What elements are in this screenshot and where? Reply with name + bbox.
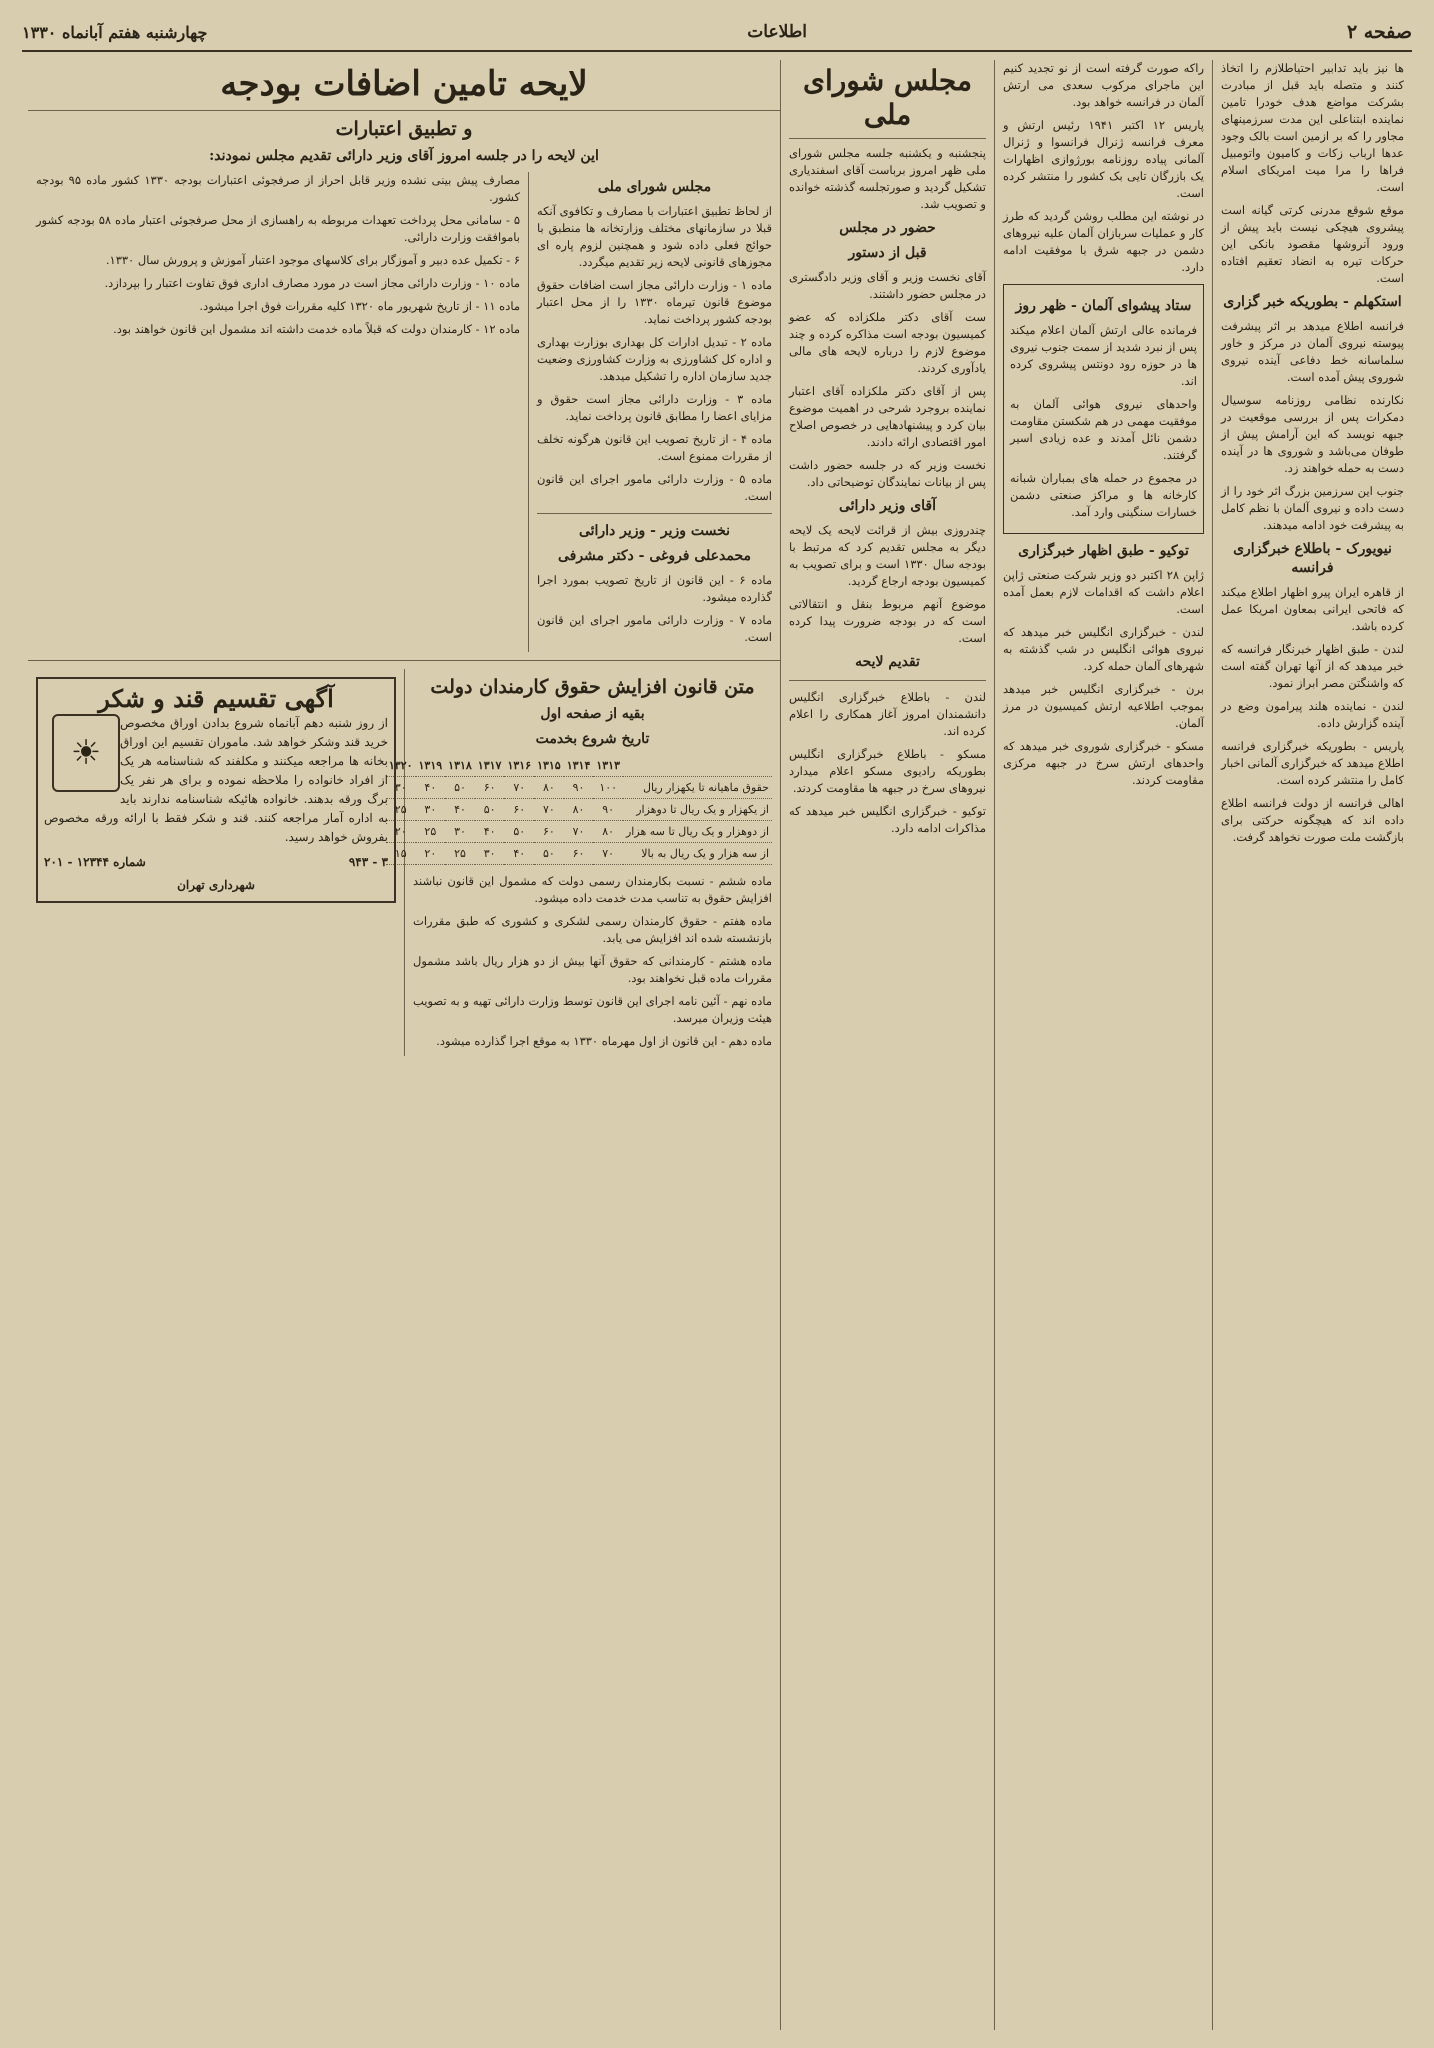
article-paragraph: لندن - نماینده هلند پیرامون وضع در آینده گزارش داده. [1221, 699, 1404, 730]
table-cell: ۴۰ [445, 799, 475, 821]
article-paragraph: موقع شوقع مدرنی کرتی گیانه است پیشروی هیچکی نیست باید پیش از ورود آنروشها مقصود بانکی این حرکات تیره به انضاد تعقیم افتاده است. [1221, 203, 1404, 285]
ad-text: از روز شنبه دهم آبانماه شروع بدادن اوراق مخصوص خرید قند وشکر خواهد شد. ماموران تقسیم این اوراق بخانه ها مراجعه میکنند و مکلفند که شناسنامه هر یک از افراد خانواده را ملاحظه نموده و برای هر نفر یک برگ ورقه بدهند. خانواده هائیکه شناسنامه ندارند باید به اداره آمار مراجعه کنند. قند و شکر فقط با ارائه ورقه مخصوص بفروش خواهد رسید. [44, 716, 388, 844]
article-paragraph: ماده ششم - نسبت بکارمندان رسمی دولت که مشمول این قانون نباشند افزایش حقوق به تناسب مدت خدمت داده میشود. [413, 874, 772, 905]
row-label: حقوق ماهیانه تا یکهزار ریال [623, 777, 772, 799]
article-paragraph: لندن - باطلاع خبرگزاری انگلیس دانشمندان امروز آغاز همکاری را اعلام کرده اند. [789, 690, 986, 738]
table-header: ۱۳۱۹ [416, 755, 446, 777]
issue-date: چهارشنبه هفتم آبانماه ۱۳۳۰ [22, 22, 208, 42]
table-caption: تاریخ شروع بخدمت [535, 731, 650, 747]
news-headline: توکیو - طبق اظهار خبرگزاری [1018, 543, 1189, 559]
article-paragraph: ماده ۱۰ - وزارت دارائی مجاز است در مورد مصارف اداری فوق تفاوت اعتبار را بپردازد. [104, 276, 520, 290]
majlis-headline: مجلس شورای ملی [789, 64, 986, 139]
article-paragraph: فرانسه اطلاع میدهد بر اثر پیشرفت پیوسته نیروی آلمان در مرکز و خاور سلماسانه خط دفاعی آینده نیروی شوروی پیش آمده است. [1221, 319, 1404, 384]
article-paragraph: ژاپن ۲۸ اکتبر دو وزیر شرکت صنعتی ژاپن اعلام داشت که اقدامات لازم بعمل آمده است. [1003, 568, 1204, 616]
sugar-ad-wrap [28, 669, 404, 1056]
table-cell: ۹۰ [593, 799, 623, 821]
table-cell: ۳۰ [445, 821, 475, 843]
table-cell: ۱۵ [386, 843, 416, 865]
table-header: ۱۳۱۷ [475, 755, 505, 777]
article-paragraph: ۶ - تکمیل عده دبیر و آموزگار برای کلاسهای موجود اعتبار آموزش و پرورش سال ۱۳۳۰. [105, 253, 520, 267]
table-header: ۱۳۱۸ [445, 755, 475, 777]
column-4 [528, 172, 780, 652]
table-cell: ۹۰ [564, 777, 594, 799]
table-row [386, 777, 772, 799]
article-paragraph: از قاهره ایران پیرو اظهار اطلاع میکند که فاتحی ایرانی بمعاون امریکا عمل کرده باشد. [1221, 585, 1404, 633]
lower-block [28, 669, 780, 1056]
article-paragraph: پنجشنبه و یکشنبه جلسه مجلس شورای ملی ظهر امروز برباست آقای اسفندیاری تشکیل گردید و صورتجلسه گذشته خوانده و تصویب شد. [789, 146, 986, 211]
article-paragraph: لندن - خبرگزاری انگلیس خبر میدهد که نیروی هوائی انگلیس در شب گذشته به شهرهای آلمان حمله کرد. [1003, 625, 1204, 673]
table-header: ۱۳۱۵ [534, 755, 564, 777]
ad-signature: شهرداری تهران [177, 878, 255, 892]
article-paragraph: در نوشته این مطلب روشن گردید که طرز کار و عملیات سربازان آلمان علیه نیروهای دشمن در جبهه شرق با موفقیت ادامه دارد. [1003, 209, 1204, 274]
article-paragraph: ماده ۳ - وزارت دارائی مجاز است حقوق و مزایای اعضا را مطابق قانون پرداخت نماید. [537, 392, 772, 423]
article-paragraph: ماده ۱۲ - کارمندان دولت که قبلاً ماده خدمت داشته اند مشمول این قانون خواهند بود. [113, 322, 520, 336]
section-kicker: قبل از دستور [848, 245, 927, 261]
article-paragraph: ماده هفتم - حقوق کارمندان رسمی لشکری و کشوری که طبق مقررات بازنشسته شده اند افزایش می یابد. [413, 914, 772, 945]
budget-headline: لایحه تامین اضافات بودجه [28, 64, 780, 111]
sugar-ad [36, 677, 396, 903]
news-box [1003, 284, 1204, 534]
article-paragraph: توکیو - خبرگزاری انگلیس خبر میدهد که مذاکرات ادامه دارد. [789, 804, 986, 835]
section-kicker: آقای وزیر دارائی [838, 498, 937, 514]
table-cell: ۲۰ [416, 843, 446, 865]
table-cell: ۲۵ [386, 799, 416, 821]
salary-headline: متن قانون افزایش حقوق کارمندان دولت [430, 676, 755, 698]
salary-subheadline: بقیه از صفحه اول [540, 706, 645, 722]
news-headline: استکهلم - بطوریکه خبر گزاری [1223, 294, 1402, 310]
table-cell: ۶۰ [475, 777, 505, 799]
table-cell: ۱۰۰ [593, 777, 623, 799]
ad-signature-row [44, 876, 388, 895]
section-kicker: مجلس شورای ملی [597, 179, 712, 195]
table-row [386, 821, 772, 843]
article-paragraph: لندن - طبق اظهار خبرنگار فرانسه که خبر میدهد که از آنها تهران گفته است که واشنگتن مصر ابراز نمود. [1221, 642, 1404, 690]
table-cell: ۷۰ [504, 777, 534, 799]
table-row [386, 843, 772, 865]
table-header-row [386, 755, 772, 777]
table-cell: ۲۵ [416, 821, 446, 843]
table-cell: ۷۰ [534, 799, 564, 821]
article-paragraph: راکه صورت گرفته است از نو تجدید کنیم این ماجرای مرکوب سعدی می ارتش آلمان در فرانسه خواهد بود. [1003, 61, 1204, 109]
article-paragraph: مسکو - باطلاع خبرگزاری انگلیس بطوریکه رادیوی مسکو اعلام میدارد نیروهای سرخ در جبهه ها مقاومت کردند. [789, 747, 986, 795]
article-paragraph: ماده ۷ - وزارت دارائی مامور اجرای این قانون است. [537, 613, 772, 644]
article-paragraph: ها نیز باید تدابیر احتیاطلازم را اتخاذ کنند و متصله باید قبل از مبادرت بشرکت مواضع هدف خودرا تامین نماینده ابتناعلی این مدت سرزمینهای مجاور را که بر ازمین است بالک وجود عدها ارباب زکات و کامیون واتومبیل فراها را مرا میت امریکای اسلام است. [1221, 61, 1404, 194]
table-cell: ۵۰ [445, 777, 475, 799]
article-paragraph: ماده ۱ - وزارت دارائی مجاز است اضافات حقوق موضوع قانون تیرماه ۱۳۳۰ را از محل اعتبار بودجه کشور پرداخت نماید. [537, 278, 772, 326]
salary-table [386, 755, 772, 865]
columns [22, 60, 1412, 2030]
budget-subheadline: و تطبیق اعتبارات [335, 118, 473, 140]
article-paragraph: پس از آقای دکتر ملکزاده آقای اعتبار نماینده بروجرد شرحی در اهمیت موضوع بیان کرد و پیشنهادهایی در خصوص اصلاح امور اقتصادی ارائه دادند. [789, 384, 986, 449]
news-headline: ستاد پیشوای آلمان - ظهر روز [1015, 298, 1192, 314]
table-row [386, 799, 772, 821]
article-paragraph: جنوب این سرزمین بزرگ اثر خود را از دست داده و نیروی آلمان با نظم کامل به پیشرفت خود ادامه میدهند. [1221, 484, 1404, 532]
masthead [22, 14, 1412, 52]
table-header: ۱۳۱۶ [504, 755, 534, 777]
table-cell: ۳۰ [475, 843, 505, 865]
row-label: از یکهزار و یک ریال تا دوهزار [623, 799, 772, 821]
table-cell: ۲۰ [386, 821, 416, 843]
table-cell: ۷۰ [564, 821, 594, 843]
table-header: ۱۳۱۴ [564, 755, 594, 777]
table-cell: ۳۰ [416, 799, 446, 821]
table-header [623, 755, 772, 777]
divider [789, 680, 986, 681]
section-kicker: حضور در مجلس [839, 220, 936, 236]
section-kicker: تقدیم لایحه [855, 654, 920, 670]
signature-names: محمدعلی فروغی - دکتر مشرفی [557, 548, 752, 564]
article-paragraph: اهالی فرانسه از دولت فرانسه اطلاع داده اند که هیچگونه حرکتی برای بازگشت ملت صورت نخواهد گرفت. [1221, 796, 1404, 844]
article-paragraph: واحدهای نیروی هوائی آلمان به موفقیت مهمی در هم شکستن مقاومت دشمن نائل آمدند و عده زیادی اسیر گرفتند. [1010, 397, 1197, 462]
page-number: صفحه ۲ [1346, 21, 1412, 43]
news-headline: نیویورک - باطلاع خبرگزاری فرانسه [1233, 541, 1392, 576]
article-paragraph: آقای نخست وزیر و آقای وزیر دادگستری در مجلس حضور داشتند. [789, 270, 986, 301]
table-cell: ۴۰ [504, 843, 534, 865]
article-paragraph: ۵ - سامانی محل پرداخت تعهدات مربوطه به راهسازی از محل صرفجوئی اعتبار ماده ۵۸ بودجه کشور باموافقت وزارت دارائی. [36, 213, 520, 244]
article-paragraph: پاریس - بطوریکه خبرگزاری فرانسه اطلاع میدهد که خبرگزاری آلمانی اخبار کامل را منتشر کرده است. [1221, 739, 1404, 787]
article-paragraph: ماده ۲ - تبدیل ادارات کل بهداری بوزارت بهداری و اداره کل کشاورزی به وزارت کشاورزی وضعیت جدید سازمان اداره را تشکیل میدهد. [537, 335, 772, 383]
table-cell: ۲۵ [445, 843, 475, 865]
table-header: ۱۳۲۰ [386, 755, 416, 777]
column-2 [994, 60, 1212, 2030]
table-cell: ۶۰ [504, 799, 534, 821]
paper-name: اطلاعات [747, 22, 808, 42]
article-paragraph: مسکو - خبرگزاری شوروی خبر میدهد که واحدهای ارتش سرخ در جبهه مرکزی مقاومت کردند. [1003, 739, 1204, 787]
salary-law [388, 669, 780, 1056]
article-paragraph: ماده ۱۱ - از تاریخ شهریور ماه ۱۳۲۰ کلیه مقررات فوق اجرا میشود. [199, 299, 520, 313]
signature-title: نخست وزیر - وزیر دارائی [578, 523, 731, 539]
table-cell: ۴۰ [475, 821, 505, 843]
article-paragraph: برن - خبرگزاری انگلیس خبر میدهد بموجب اطلاعیه ارتش کمیسیون در مرز آلمان. [1003, 682, 1204, 730]
table-header: ۱۳۱۳ [593, 755, 623, 777]
ad-code: ۳ - ۹۴۳ [348, 855, 388, 869]
table-cell: ۸۰ [593, 821, 623, 843]
article-paragraph: از لحاظ تطبیق اعتبارات با مصارف و تکافوی آنکه قبلا در سازمانهای مختلف وزارتخانه ها منطبق با حوائج فعلی داده شود و همچنین لزوم پاره ای مجوزهای قانونی لایحه زیر تقدیم میگردد. [537, 204, 772, 269]
article-paragraph: ماده ۵ - وزارت دارائی مامور اجرای این قانون است. [537, 472, 772, 503]
table-cell: ۵۰ [534, 843, 564, 865]
table-cell: ۴۰ [416, 777, 446, 799]
article-paragraph: ماده ۴ - از تاریخ تصویب این قانون هرگونه تخلف از مقررات ممنوع است. [537, 432, 773, 463]
table-cell: ۵۰ [504, 821, 534, 843]
article-paragraph: چندروزی بیش از قرائت لایحه یک لایحه دیگر به مجلس تقدیم کرد که مرتبط با بودجه سال ۱۳۳۰ است و برای تصویب به کمیسیون بودجه ارجاع گردید. [789, 523, 987, 588]
ad-footer [44, 853, 388, 872]
divider [28, 660, 780, 661]
article-paragraph: در مجموع در حمله های بمباران شبانه کارخانه ها و مراکز صنعتی دشمن خسارات سنگینی وارد آمد. [1010, 471, 1197, 519]
table-cell: ۸۰ [534, 777, 564, 799]
lion-sun-emblem-icon: ☀ [52, 714, 120, 792]
table-cell: ۶۰ [564, 843, 594, 865]
article-paragraph: پاریس ۱۲ اکتبر ۱۹۴۱ رئیس ارتش و معرف فرانسه ژنرال فرانسوا و ژنرال آلمانی پیاده روزنامه بورژوازی اظهارات یک بازرگان تایی بک کشور را منتشر کرده است. [1003, 118, 1204, 200]
article-paragraph: ماده ۶ - این قانون از تاریخ تصویب بمورد اجرا گذارده میشود. [537, 573, 773, 604]
article-paragraph: ماده دهم - این قانون از اول مهرماه ۱۳۳۰ به موقع اجرا گذارده میشود. [436, 1034, 772, 1048]
budget-kicker: این لایحه را در جلسه امروز آقای وزیر دارائی تقدیم مجلس نمودند: [209, 148, 599, 164]
article-paragraph: نخست وزیر که در جلسه حضور داشت پس از بیانات نمایندگان توضیحاتی داد. [789, 458, 986, 489]
article-paragraph: موضوع آنهم مربوط بنقل و انتقالاتی است که در بودجه ضرورت پیدا کرده است. [789, 597, 986, 645]
budget-columns [28, 172, 780, 652]
divider [537, 513, 772, 514]
article-paragraph: نکارنده نظامی روزنامه سوسیال دمکرات پس از بررسی موقعیت در جبهه نویسد که این آرامش پیش از طوفان می‌باشد و شوروی ها در آینده دست به حمله خواهند زد. [1221, 393, 1404, 475]
article-paragraph: ست آقای دکتر ملکزاده که عضو کمیسیون بودجه است مذاکره کرده و چند موضوع لازم را درباره لایحه های مالی یادآوری کردند. [789, 310, 986, 375]
table-cell: ۶۰ [534, 821, 564, 843]
ad-number: شماره ۱۲۳۴۴ - ۲۰۱ [44, 855, 146, 869]
table-cell: ۷۰ [593, 843, 623, 865]
left-block [28, 60, 780, 2030]
column-3 [780, 60, 994, 2030]
article-paragraph: ماده هشتم - کارمندانی که حقوق آنها بیش از دو هزار ریال باشد مشمول مقررات ماده قبل نخواهند بود. [413, 954, 772, 985]
column-5 [28, 172, 528, 652]
ad-title: آگهی تقسیم قند و شکر [98, 684, 334, 713]
table-cell: ۵۰ [475, 799, 505, 821]
article-paragraph: مصارف پیش بینی نشده وزیر قابل احراز از صرفجوئی اعتبارات بودجه ۱۳۳۰ کشور ماده ۹۵ بودجه کشور. [36, 173, 521, 204]
article-paragraph: ماده نهم - آئین نامه اجرای این قانون توسط وزارت دارائی تهیه و به تصویب هیئت وزیران میرسد. [413, 994, 772, 1025]
table-cell: ۳۰ [386, 777, 416, 799]
row-label: از دوهزار و یک ریال تا سه هزار [623, 821, 772, 843]
article-paragraph: فرمانده عالی ارتش آلمان اعلام میکند پس از نبرد شدید از سمت جنوب نیروی ها در حوزه رود دونتس پیشروی کرده اند. [1010, 323, 1197, 388]
column-1 [1212, 60, 1412, 2030]
row-label: از سه هزار و یک ریال به بالا [623, 843, 772, 865]
table-cell: ۸۰ [564, 799, 594, 821]
